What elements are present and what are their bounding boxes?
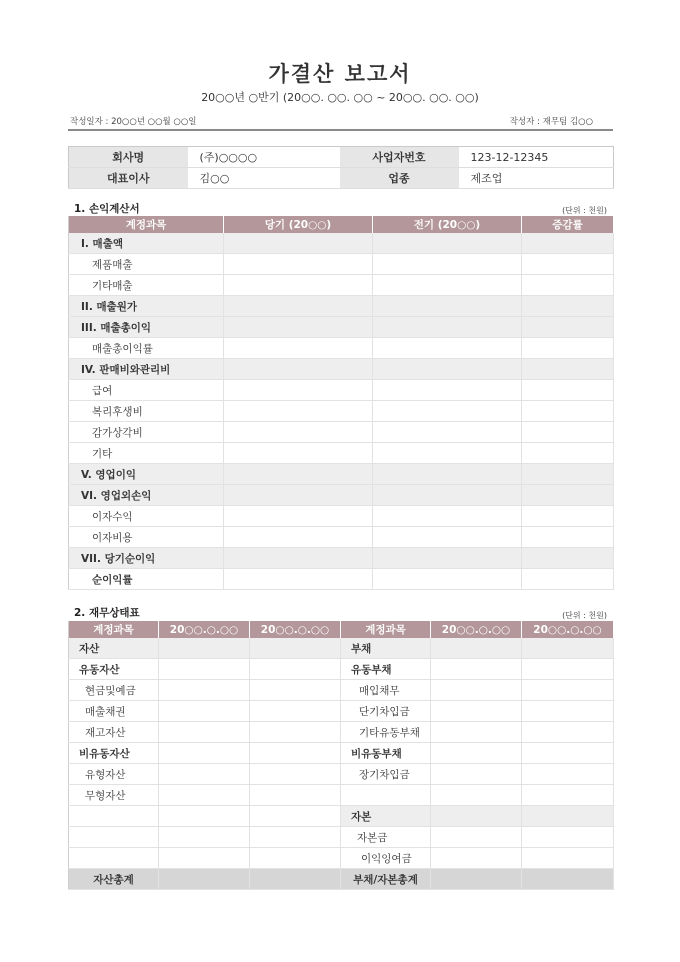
asset-value-cell — [159, 827, 250, 848]
income-statement-row — [69, 254, 614, 275]
account-name: III. 매출총이익 — [69, 317, 224, 338]
account-name: VI. 영업외손익 — [69, 485, 224, 506]
asset-value-cell — [159, 680, 250, 701]
balance-sheet-table — [68, 621, 614, 890]
balance-sheet-total-row — [69, 869, 614, 890]
liability-value-cell — [522, 722, 614, 743]
account-name: 순이익률 — [69, 569, 224, 590]
header-date-1: 20○○.○.○○ — [159, 621, 250, 638]
asset-value-cell — [159, 722, 250, 743]
current-value-cell — [224, 275, 373, 296]
asset-value-cell — [250, 848, 341, 869]
change-rate-cell — [522, 233, 614, 254]
asset-value-cell — [250, 701, 341, 722]
current-value-cell — [224, 464, 373, 485]
current-value-cell — [224, 506, 373, 527]
liability-value-cell — [522, 806, 614, 827]
change-rate-cell — [522, 548, 614, 569]
header-date-3: 20○○.○.○○ — [431, 621, 522, 638]
account-name: 제품매출 — [69, 254, 224, 275]
total-liabilities-value-cell — [522, 869, 614, 890]
income-statement-row — [69, 443, 614, 464]
liability-account-name: 장기차입금 — [341, 764, 431, 785]
industry-label: 업종 — [340, 168, 459, 189]
liability-value-cell — [522, 848, 614, 869]
change-rate-cell — [522, 485, 614, 506]
balance-sheet-row — [69, 701, 614, 722]
change-rate-cell — [522, 527, 614, 548]
company-name-label: 회사명 — [69, 147, 188, 168]
current-value-cell — [224, 485, 373, 506]
income-statement-row — [69, 233, 614, 254]
income-statement-row — [69, 401, 614, 422]
liability-value-cell — [431, 680, 522, 701]
income-statement-row — [69, 527, 614, 548]
asset-value-cell — [159, 701, 250, 722]
liability-value-cell — [522, 764, 614, 785]
liability-value-cell — [522, 659, 614, 680]
current-value-cell — [224, 422, 373, 443]
asset-value-cell — [250, 806, 341, 827]
liability-value-cell — [431, 764, 522, 785]
asset-value-cell — [250, 743, 341, 764]
liability-value-cell — [431, 722, 522, 743]
current-value-cell — [224, 254, 373, 275]
asset-value-cell — [250, 638, 341, 659]
asset-account-name: 비유동자산 — [69, 743, 159, 764]
liability-account-name: 이익잉여금 — [341, 848, 431, 869]
current-value-cell — [224, 569, 373, 590]
previous-value-cell — [373, 569, 522, 590]
company-info-table — [68, 146, 614, 189]
liability-account-name: 비유동부채 — [341, 743, 431, 764]
liability-value-cell — [431, 659, 522, 680]
liability-value-cell — [431, 743, 522, 764]
income-statement-row — [69, 506, 614, 527]
previous-value-cell — [373, 506, 522, 527]
change-rate-cell — [522, 401, 614, 422]
account-name: V. 영업이익 — [69, 464, 224, 485]
income-statement-row — [69, 296, 614, 317]
current-value-cell — [224, 338, 373, 359]
income-statement-row — [69, 485, 614, 506]
previous-value-cell — [373, 338, 522, 359]
asset-account-name: 자산 — [69, 638, 159, 659]
liability-account-name: 부채 — [341, 638, 431, 659]
account-name: II. 매출원가 — [69, 296, 224, 317]
total-liabilities-value-cell — [431, 869, 522, 890]
asset-account-name: 무형자산 — [69, 785, 159, 806]
change-rate-cell — [522, 296, 614, 317]
income-statement-row — [69, 464, 614, 485]
income-statement-header-row — [69, 216, 614, 233]
liability-account-name: 단기차입금 — [341, 701, 431, 722]
liability-account-name: 매입채무 — [341, 680, 431, 701]
asset-value-cell — [159, 743, 250, 764]
previous-value-cell — [373, 296, 522, 317]
header-divider — [68, 129, 613, 131]
asset-value-cell — [159, 848, 250, 869]
asset-account-name — [69, 848, 159, 869]
previous-value-cell — [373, 254, 522, 275]
liability-account-name: 기타유동부채 — [341, 722, 431, 743]
account-name: 기타 — [69, 443, 224, 464]
liability-value-cell — [522, 827, 614, 848]
balance-sheet-row — [69, 743, 614, 764]
income-statement-row — [69, 317, 614, 338]
total-assets-value-cell — [250, 869, 341, 890]
liability-value-cell — [522, 701, 614, 722]
income-statement-row — [69, 380, 614, 401]
change-rate-cell — [522, 464, 614, 485]
balance-sheet-row — [69, 680, 614, 701]
asset-value-cell — [159, 764, 250, 785]
previous-value-cell — [373, 548, 522, 569]
asset-value-cell — [159, 806, 250, 827]
ceo-label: 대표이사 — [69, 168, 188, 189]
liability-value-cell — [431, 848, 522, 869]
total-assets-label: 자산총계 — [69, 869, 159, 890]
current-value-cell — [224, 443, 373, 464]
asset-value-cell — [250, 785, 341, 806]
balance-sheet-row — [69, 659, 614, 680]
asset-account-name: 매출채권 — [69, 701, 159, 722]
liability-value-cell — [431, 806, 522, 827]
ceo-value: 김○○ — [188, 168, 340, 189]
report-title: 가결산 보고서 — [268, 62, 412, 86]
liability-account-name: 유동부채 — [341, 659, 431, 680]
current-value-cell — [224, 380, 373, 401]
change-rate-cell — [522, 275, 614, 296]
asset-account-name — [69, 827, 159, 848]
account-name: I. 매출액 — [69, 233, 224, 254]
current-value-cell — [224, 401, 373, 422]
liability-value-cell — [431, 785, 522, 806]
income-statement-row — [69, 422, 614, 443]
balance-sheet-unit: (단위 : 천원) — [562, 611, 607, 620]
change-rate-cell — [522, 254, 614, 275]
written-date: 작성일자 : 20○○년 ○○월 ○○일 — [70, 117, 197, 127]
liability-value-cell — [431, 827, 522, 848]
balance-sheet-row — [69, 785, 614, 806]
author: 작성자 : 재무팀 김○○ — [509, 117, 593, 127]
total-liabilities-equity-label: 부채/자본총계 — [341, 869, 431, 890]
company-info-row — [69, 147, 614, 168]
previous-value-cell — [373, 443, 522, 464]
header-account: 계정과목 — [69, 216, 224, 233]
income-statement-unit: (단위 : 천원) — [562, 206, 607, 215]
header-date-4: 20○○.○.○○ — [522, 621, 614, 638]
income-statement-row — [69, 548, 614, 569]
income-statement-table — [68, 216, 614, 590]
previous-value-cell — [373, 485, 522, 506]
asset-value-cell — [159, 785, 250, 806]
income-statement-title: 1. 손익계산서 — [74, 203, 140, 215]
company-info-row — [69, 168, 614, 189]
liability-value-cell — [522, 743, 614, 764]
change-rate-cell — [522, 359, 614, 380]
change-rate-cell — [522, 506, 614, 527]
account-name: IV. 판매비와관리비 — [69, 359, 224, 380]
change-rate-cell — [522, 443, 614, 464]
account-name: 기타매출 — [69, 275, 224, 296]
asset-account-name: 현금및예금 — [69, 680, 159, 701]
change-rate-cell — [522, 317, 614, 338]
previous-value-cell — [373, 464, 522, 485]
previous-value-cell — [373, 317, 522, 338]
balance-sheet-header-row — [69, 621, 614, 638]
account-name: 감가상각비 — [69, 422, 224, 443]
change-rate-cell — [522, 380, 614, 401]
account-name: 이자수익 — [69, 506, 224, 527]
previous-value-cell — [373, 275, 522, 296]
asset-value-cell — [159, 638, 250, 659]
liability-account-name — [341, 785, 431, 806]
company-name-value: (주)○○○○ — [188, 147, 340, 168]
current-value-cell — [224, 359, 373, 380]
current-value-cell — [224, 548, 373, 569]
account-name: VII. 당기순이익 — [69, 548, 224, 569]
liability-account-name: 자본 — [341, 806, 431, 827]
asset-value-cell — [250, 827, 341, 848]
balance-sheet-row — [69, 722, 614, 743]
change-rate-cell — [522, 422, 614, 443]
change-rate-cell — [522, 569, 614, 590]
asset-value-cell — [250, 722, 341, 743]
current-value-cell — [224, 233, 373, 254]
asset-value-cell — [250, 680, 341, 701]
previous-value-cell — [373, 380, 522, 401]
header-current-period: 당기 (20○○) — [224, 216, 373, 233]
balance-sheet-row — [69, 764, 614, 785]
asset-account-name — [69, 806, 159, 827]
asset-account-name: 유동자산 — [69, 659, 159, 680]
income-statement-row — [69, 275, 614, 296]
asset-value-cell — [250, 659, 341, 680]
report-period: 20○○년 ○반기 (20○○. ○○. ○○ ~ 20○○. ○○. ○○) — [201, 91, 479, 104]
liability-value-cell — [522, 785, 614, 806]
previous-value-cell — [373, 233, 522, 254]
income-statement-row — [69, 338, 614, 359]
asset-account-name: 유형자산 — [69, 764, 159, 785]
asset-value-cell — [159, 659, 250, 680]
business-number-label: 사업자번호 — [340, 147, 459, 168]
liability-value-cell — [431, 701, 522, 722]
balance-sheet-title: 2. 재무상태표 — [74, 607, 140, 619]
change-rate-cell — [522, 338, 614, 359]
account-name: 이자비용 — [69, 527, 224, 548]
header-account-left: 계정과목 — [69, 621, 159, 638]
balance-sheet-row — [69, 638, 614, 659]
previous-value-cell — [373, 422, 522, 443]
balance-sheet-row — [69, 848, 614, 869]
header-account-right: 계정과목 — [341, 621, 431, 638]
balance-sheet-row — [69, 827, 614, 848]
liability-value-cell — [522, 638, 614, 659]
header-date-2: 20○○.○.○○ — [250, 621, 341, 638]
asset-account-name: 재고자산 — [69, 722, 159, 743]
asset-value-cell — [250, 764, 341, 785]
total-assets-value-cell — [159, 869, 250, 890]
account-name: 복리후생비 — [69, 401, 224, 422]
balance-sheet-row — [69, 806, 614, 827]
liability-value-cell — [431, 638, 522, 659]
previous-value-cell — [373, 359, 522, 380]
income-statement-row — [69, 569, 614, 590]
current-value-cell — [224, 317, 373, 338]
account-name: 매출총이익률 — [69, 338, 224, 359]
account-name: 급여 — [69, 380, 224, 401]
business-number-value: 123-12-12345 — [459, 147, 614, 168]
income-statement-row — [69, 359, 614, 380]
liability-value-cell — [522, 680, 614, 701]
current-value-cell — [224, 296, 373, 317]
header-change-rate: 증감률 — [522, 216, 614, 233]
previous-value-cell — [373, 527, 522, 548]
industry-value: 제조업 — [459, 168, 614, 189]
header-previous-period: 전기 (20○○) — [373, 216, 522, 233]
previous-value-cell — [373, 401, 522, 422]
liability-account-name: 자본금 — [341, 827, 431, 848]
current-value-cell — [224, 527, 373, 548]
